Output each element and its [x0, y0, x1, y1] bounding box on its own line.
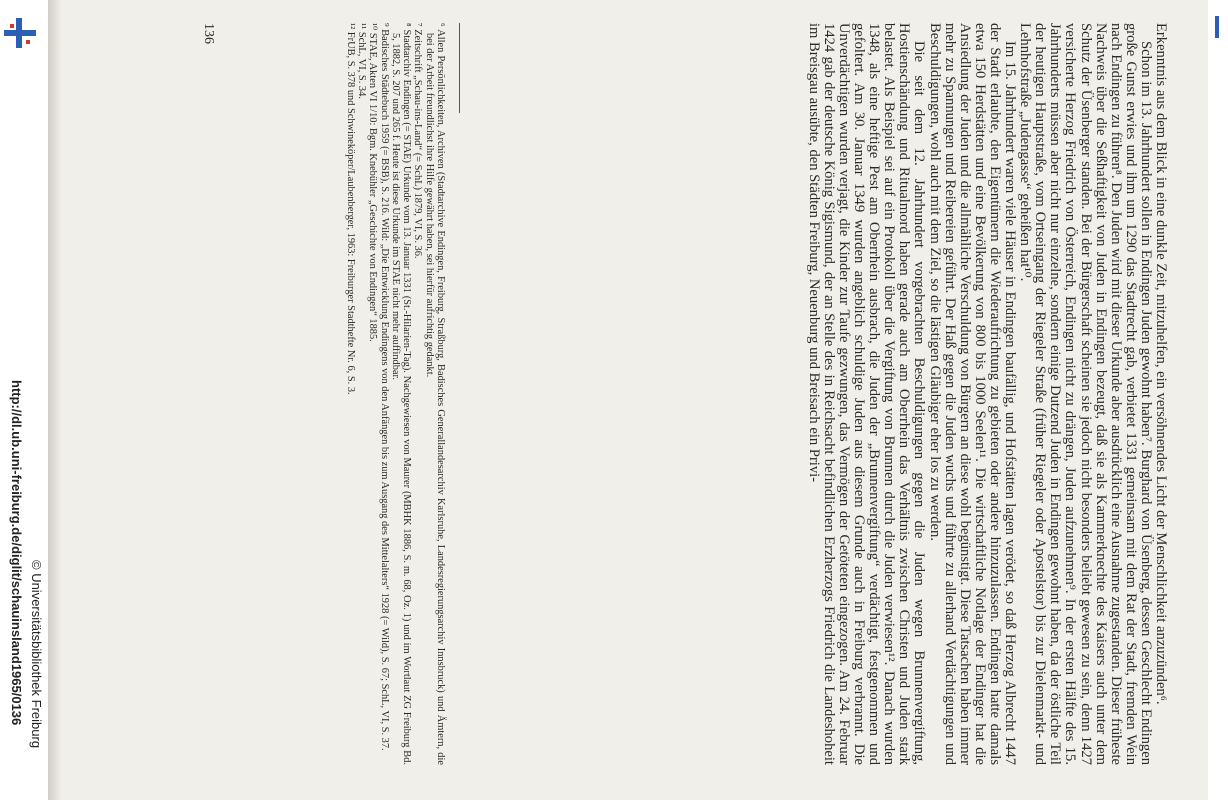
footnote: ¹² FrUB, S. 378 und Schwineköper/Laubenberger, 1963: Freiburger Stadthefte Nr. 6, S. 3.	[344, 23, 356, 395]
scanned-page	[48, 0, 1208, 800]
footnotes	[344, 23, 446, 765]
paragraph: Erkenntnis aus dem Blick in eine dunkle Zeit, mitzuhelfen, ein versöhnendes Licht der Menschlichkeit anzuzünden⁶.	[1153, 23, 1169, 705]
watermark-url: http://dl.ub.uni-freiburg.de/diglit/schauinsland1965/0136	[9, 380, 24, 726]
margin-watermark	[0, 0, 48, 800]
footnote: ⁶ Allen Persönlichkeiten, Archiven (Stadtarchive Endingen, Freiburg, Straßburg, Badisches Generallandesarchiv Karlsruhe, Landesregierungsarchiv Innsbruck) und Ämtern, die bei der Arbeit freundlichst ihre Hilfe gewährt haben, sei hierfür aufrichtig gedankt.	[423, 23, 446, 765]
main-text	[806, 23, 1168, 765]
watermark-copyright: © Universitätsbibliothek Freiburg	[29, 560, 44, 749]
page-edge-marker-icon	[1212, 16, 1222, 38]
footnote: ⁹ Badisches Städtebuch 1959 (= BSB), S. 216. Wild: „Die Entwicklung Endingens von den Anfängen bis zum Ausgang des Mittelalters“ 1928 (= Wild), S. 67; SchL, VI, S. 37.	[378, 23, 390, 751]
paragraph: Schon im 13. Jahrhundert sollen in Endingen Juden gewohnt haben⁷. Burghard von Üsenberg, dessen Geschlecht Endingen große Gunst erwies und ihm um 1290 das Stadtrecht gab, verbietet 1331 gemeinsam mit dem Rat der Stadt, fremden Wein nach Endingen zu führen⁸. Den Juden wird mit dieser Urkunde aber ausdrücklich eine Ausnahme zugestanden. Dieser früheste Nachweis über die Seßhaftigkeit von Juden in Endingen bezeugt, daß sie als Kammerknechte des Kaisers auch unter dem Schutz der Üsenberger standen. Bei der Bürgerschaft scheinen sie jedoch nicht besonders beliebt gewesen zu sein, denn 1427 versicherte Herzog Friedrich von Österreich, Endingen nicht zu drängen, Juden aufzunehmen⁹. In der ersten Hälfte des 15. Jahrhunderts müssen aber nicht nur einzelne, sondern einige Dutzend Juden in Endingen gewohnt haben, da der östliche Teil der heutigen Hauptstraße, vom Ortseingang der Riegeler Straße (früher Riegeler oder Apostelstor) bis zur Dielenmarkt- und Lehnhofstraße „Judengasse“ geheißen hat¹⁰.	[1017, 23, 1154, 765]
right-page-edge	[1208, 0, 1228, 800]
footnote: ¹¹ SchL, VI, S. 34.	[355, 23, 367, 99]
rotated-page-content	[48, 0, 1208, 800]
paragraph: Die seit dem 12. Jahrhundert vorgebrachten Beschuldigungen gegen die Juden wegen Brunnenvergiftung, Hostienschändung und Ritualmord haben gerade auch am Oberrhein das Verhältnis zwischen Christen und Juden stark belastet. Als Beispiel sei auf ein Protokoll über die Vergiftung von Brunnen durch die Juden verwiesen¹². Danach wurden 1348, als eine heftige Pest am Oberrhein ausbrach, die Juden der „Brunnenvergiftung“ verdächtigt, festgenommen und gefoltert. Am 30. Januar 1349 wurden angeblich schuldige Juden aus diesem Grunde auch in Freiburg verbrannt. Die Unverdächtigen wurden verjagt, die Kinder zur Taufe gezwungen, das Vermögen der Getöteten eingezogen. Am 24. Februar 1424 gab der deutsche König Sigismund, der an Stelle des in Reichsacht befindlichen Erzherzogs Friedrich die Landeshoheit im Breisgau ausübte, den Städten Freiburg, Neuenburg und Breisach ein Privi-	[805, 23, 928, 765]
footnote: ¹⁰ STAE, Akten VI 1/10: Bgm. Knebühler „Geschichte von Endingen“ 1885.	[367, 23, 379, 342]
footnote: ⁷ Zeitschrift „Schau-ins-Land“ (= SchL) 1879, VI, S. 36.	[412, 23, 424, 259]
footnote: ⁸ Stadtarchiv Endingen (= STAE) Urkunde vom 13. Januar 1331 (St.-Hilarien-Tag). Nachgewiesen von Maurer (MBHK 1886, S. m. 68, Oz. 1) und im Wortlaut ZG Freiburg Bd. 5, 1882, S. 207 und 265 f. Heute ist diese Urkunde im STAE nicht mehr auffindbar.	[389, 23, 413, 765]
page-number: 136	[201, 23, 216, 44]
paragraph: Im 15. Jahrhundert waren viele Häuser in Endingen baufällig, und Hofstätten lagen verödet, so daß Herzog Albrecht 1447 der Stadt erlaubte, den Eigentümern die Wiederaufrichtung zu gebieten oder andere hinzuzulassen. Endingen hatte damals etwa 150 Herdstätten und eine Bevölkerung von 800 bis 1000 Seelen¹¹. Die wirtschaftliche Notlage der Endinger hat die Ansiedlung der Juden und die allmähliche Verschuldung von Bürgern an diese wohl begünstigt. Diese Tatsachen haben immer mehr zu Spannungen und Reibereien geführt. Der Haß gegen die Juden wuchs und führte zu allerhand Verdächtigungen und Beschuldigungen, wohl auch mit dem Ziel, so die lästigen Gläubiger eher los zu werden.	[926, 23, 1019, 765]
footnote-divider	[459, 23, 460, 113]
